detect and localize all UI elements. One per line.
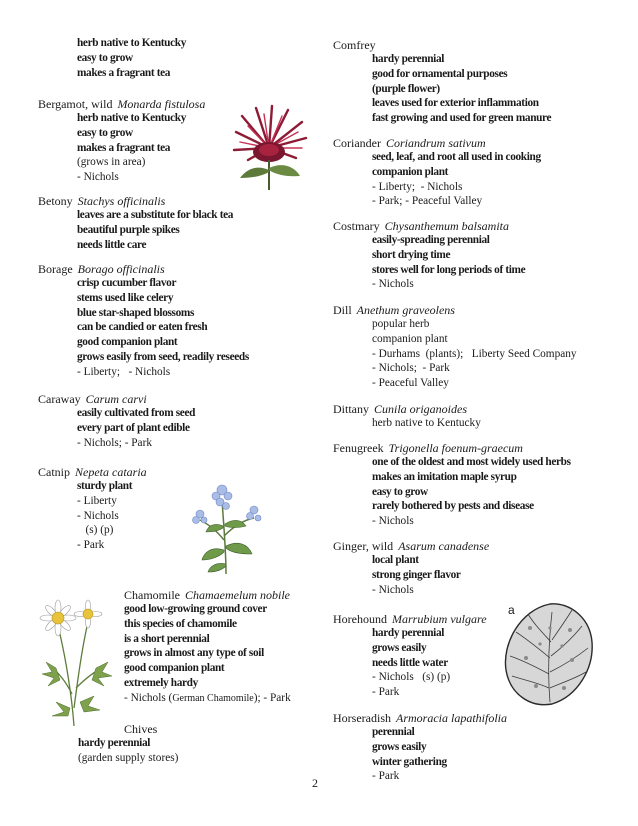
latin-name: Borago officinalis xyxy=(77,262,165,276)
entry-coriander xyxy=(333,136,541,209)
latin-name: Cunila origanoides xyxy=(374,402,468,416)
feature-line: (purple flower) xyxy=(372,82,440,95)
feature-line: blue star-shaped blossoms xyxy=(77,306,195,319)
entry-caraway xyxy=(38,392,195,450)
common-name: Fenugreek xyxy=(333,441,384,455)
common-name: Chamomile xyxy=(124,588,180,602)
entry-heading xyxy=(333,402,481,416)
chamomile-plant-illustration xyxy=(36,598,116,728)
entry-chamomile xyxy=(124,588,291,707)
note-line: popular herb xyxy=(372,318,430,330)
note-line: (s) (p) xyxy=(77,524,114,537)
latin-name: Armoracia lapathifolia xyxy=(395,711,507,725)
feature-line: strong ginger flavor xyxy=(372,568,461,581)
feature-line: can be candied or eaten fresh xyxy=(77,321,208,334)
feature-line: perennial xyxy=(372,726,415,738)
entry-ginger xyxy=(333,539,489,597)
feature-line: grows easily from seed, readily reseeds xyxy=(77,350,249,363)
feature-line: stores well for long periods of time xyxy=(372,263,526,276)
note-line: - Peaceful Valley xyxy=(372,377,449,390)
feature-line: herb native to Kentucky xyxy=(77,112,186,124)
latin-name: Trigonella foenum-graecum xyxy=(388,441,523,455)
entry-heading xyxy=(333,539,489,553)
feature-line: crisp cucumber flavor xyxy=(77,277,177,289)
latin-name: Stachys officinalis xyxy=(77,194,166,208)
note-line: - Nichols (s) (p) xyxy=(372,671,451,684)
note-line: - Park; - Peaceful Valley xyxy=(372,195,483,208)
entry-dill xyxy=(333,303,577,391)
common-name: Catnip xyxy=(38,465,70,479)
feature-line: easy to grow xyxy=(77,51,133,64)
latin-name: Monarda fistulosa xyxy=(117,97,206,111)
feature-line: rarely bothered by pests and disease xyxy=(372,500,534,513)
note-line: - Nichols xyxy=(77,509,119,522)
note-line: - Liberty; - Nichols xyxy=(372,180,463,193)
common-name: Betony xyxy=(38,194,73,208)
common-name: Dittany xyxy=(333,402,369,416)
entry-fenugreek xyxy=(333,441,571,529)
feature-line: makes an imitation maple syrup xyxy=(372,470,517,483)
latin-name: Anethum graveolens xyxy=(356,303,455,317)
feature-line: herb native to Kentucky xyxy=(77,37,186,49)
horehound-leaf-illustration xyxy=(500,598,596,710)
common-name: Horseradish xyxy=(333,711,391,725)
feature-line: easily-spreading perennial xyxy=(372,234,490,246)
entry-heading xyxy=(38,97,205,111)
entry-dittany xyxy=(333,402,481,431)
latin-name: Chamaemelum nobile xyxy=(185,588,290,602)
feature-line: makes a fragrant tea xyxy=(77,66,171,79)
entry-borage xyxy=(38,262,249,380)
common-name: Borage xyxy=(38,262,73,276)
entry-heading xyxy=(333,38,551,52)
entry-betony xyxy=(38,194,233,252)
feature-line: good low-growing ground cover xyxy=(124,603,267,615)
note-line: companion plant xyxy=(372,332,448,345)
note-line: - Nichols xyxy=(372,515,414,528)
latin-name: Nepeta cataria xyxy=(75,465,147,479)
note-line: - Nichols xyxy=(372,278,414,291)
latin-name: Carum carvi xyxy=(85,392,147,406)
source-part: - Nichols ( xyxy=(124,691,173,704)
horehound-figure-label: a xyxy=(508,603,515,617)
feature-line: leaves used for exterior inflammation xyxy=(372,97,539,110)
feature-line: winter gathering xyxy=(372,755,447,768)
page-number: 2 xyxy=(312,776,318,790)
feature-line: short drying time xyxy=(372,248,451,261)
note-line: - Nichols xyxy=(77,171,119,184)
feature-line: good companion plant xyxy=(77,336,178,349)
feature-line: easy to grow xyxy=(372,485,428,498)
feature-line: leaves are a substitute for black tea xyxy=(77,209,234,221)
entry-heading xyxy=(333,219,525,233)
note-line: - Nichols xyxy=(372,583,414,596)
feature-line: good for ornamental purposes xyxy=(372,67,508,80)
bergamot-flower-illustration xyxy=(228,104,310,192)
common-name: Caraway xyxy=(38,392,81,406)
source-line xyxy=(124,691,291,707)
feature-line: local plant xyxy=(372,554,419,566)
feature-line: hardy perennial xyxy=(372,53,445,65)
feature-line: sturdy plant xyxy=(77,480,133,492)
common-name: Ginger, wild xyxy=(333,539,394,553)
common-name: Comfrey xyxy=(333,38,376,52)
note-line: herb native to Kentucky xyxy=(372,417,481,429)
feature-line: easily cultivated from seed xyxy=(77,407,196,419)
catnip-plant-illustration xyxy=(186,480,268,576)
note-line: - Nichols; - Park xyxy=(372,362,450,375)
feature-line: beautiful purple spikes xyxy=(77,223,180,236)
latin-name: Chysanthemum balsamita xyxy=(384,219,510,233)
common-name: Costmary xyxy=(333,219,380,233)
common-name: Bergamot, wild xyxy=(38,97,113,111)
note-line: - Park xyxy=(372,686,400,699)
latin-name: Coriandrum sativum xyxy=(385,136,486,150)
feature-line: grows in almost any type of soil xyxy=(124,647,264,660)
entry-catmint-cont xyxy=(38,36,186,80)
note-line: - Nichols; - Park xyxy=(77,436,152,449)
entry-heading xyxy=(38,392,195,406)
common-name: Chives xyxy=(124,722,158,736)
feature-line: makes a fragrant tea xyxy=(77,141,171,154)
entry-chives xyxy=(38,722,178,766)
note-line: - Durhams (plants); Liberty Seed Company xyxy=(372,347,577,360)
feature-line: easy to grow xyxy=(77,126,133,139)
entry-heading xyxy=(333,303,577,317)
note-line: (garden supply stores) xyxy=(78,751,179,764)
entry-comfrey xyxy=(333,38,551,126)
note-line: - Liberty; - Nichols xyxy=(77,365,171,378)
note-line: - Liberty xyxy=(77,494,117,507)
entry-horehound xyxy=(333,612,487,700)
feature-line: one of the oldest and most widely used herbs xyxy=(372,456,571,468)
entry-heading xyxy=(124,588,291,602)
feature-line: hardy perennial xyxy=(372,627,445,639)
common-name: Dill xyxy=(333,303,352,317)
feature-line: grows easily xyxy=(372,641,427,654)
common-name: Coriander xyxy=(333,136,381,150)
feature-line: needs little water xyxy=(372,656,448,669)
note-line: - Park xyxy=(77,539,105,552)
feature-line: good companion plant xyxy=(124,662,225,675)
feature-line: this species of chamomile xyxy=(124,617,237,630)
entry-horseradish xyxy=(333,711,507,784)
feature-line: extremely hardy xyxy=(124,676,198,689)
entry-heading xyxy=(333,612,487,626)
entry-heading xyxy=(333,441,571,455)
note-line: - Park xyxy=(372,770,400,783)
entry-heading xyxy=(38,262,249,276)
latin-name: Marrubium vulgare xyxy=(392,612,487,626)
latin-name: Asarum canadense xyxy=(398,539,490,553)
entry-catnip xyxy=(38,465,147,553)
entry-costmary xyxy=(333,219,525,292)
feature-line: is a short perennial xyxy=(124,632,210,645)
note-line: (grows in area) xyxy=(77,156,146,169)
feature-line: grows easily xyxy=(372,740,427,753)
entry-heading xyxy=(333,711,507,725)
feature-line: needs little care xyxy=(77,238,147,251)
common-name: Horehound xyxy=(333,612,387,626)
entry-bergamot xyxy=(38,97,205,185)
entry-heading xyxy=(38,194,233,208)
source-part: ); - Park xyxy=(253,691,291,704)
feature-line: seed, leaf, and root all used in cooking xyxy=(372,151,541,163)
feature-line: hardy perennial xyxy=(78,737,151,749)
entry-heading xyxy=(38,465,147,479)
feature-line: every part of plant edible xyxy=(77,421,190,434)
entry-heading xyxy=(333,136,541,150)
feature-line: companion plant xyxy=(372,165,449,178)
feature-line: fast growing and used for green manure xyxy=(372,112,552,125)
source-part: German Chamomile xyxy=(172,692,254,704)
feature-line: stems used like celery xyxy=(77,291,174,304)
